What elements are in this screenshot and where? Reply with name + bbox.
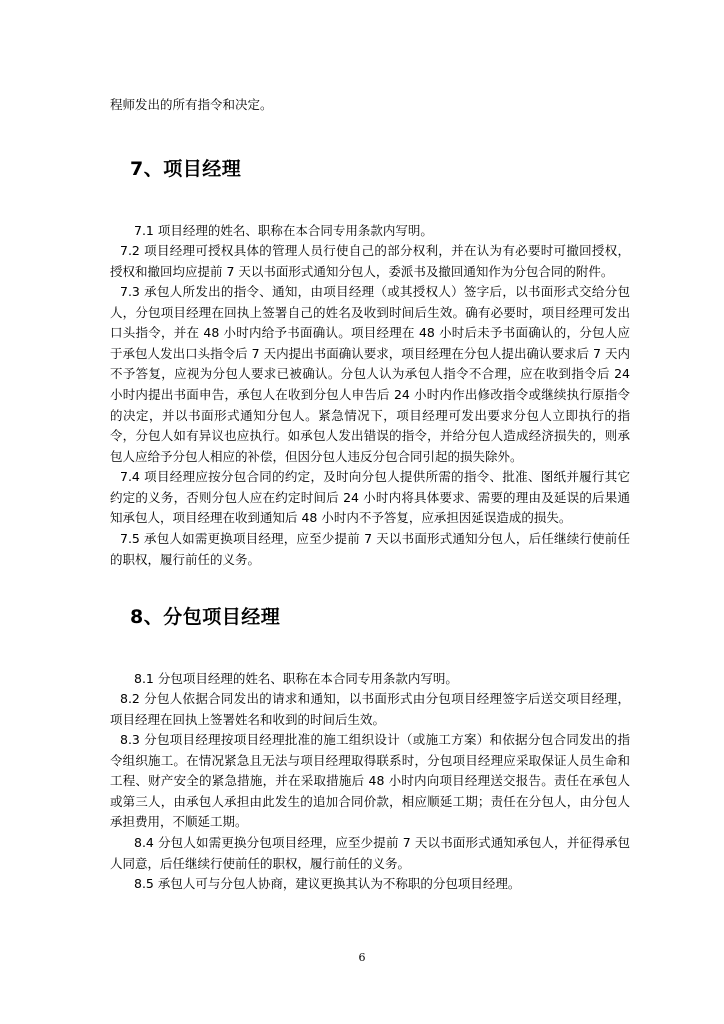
clause-7-1: 7.1 项目经理的姓名、职称在本合同专用条款内写明。 — [134, 223, 433, 238]
clause-8-4: 8.4 分包人如需更换分包项目经理，应至少提前 7 天以书面形式通知承包人，并征得承包人同意，后任继续行使前任的职权，履行前任的义务。 — [110, 835, 630, 871]
clause-8-5: 8.5 承包人可与分包人协商，建议更换其认为不称职的分包项目经理。 — [134, 876, 521, 891]
clause-8-1: 8.1 分包项目经理的姓名、职称在本合同专用条款内写明。 — [134, 671, 458, 686]
section-8-heading: 8、分包项目经理 — [130, 606, 281, 628]
clause-7-2: 7.2 项目经理可授权具体的管理人员行使自己的部分权利，并在认为有必要时可撤回授权，授权和撤回均应提前 7 天以书面形式通知分包人，委派书及撤回通知作为分包合同的附件。 — [110, 243, 630, 279]
clause-8-3: 8.3 分包项目经理按项目经理批准的施工组织设计（或施工方案）和依据分包合同发出的指令组织施工。在情况紧急且无法与项目经理取得联系时，分包项目经理应采取保证人员生命和工程、财产安全的紧急措施，并在采取措施后 48 小时内向项目经理送交报告。责任在承包人或第三人，由承包人承担由此发生的追加合同价款，相应顺延工期；责任在分包人，由分包人承担费用，不顺延工期。 — [110, 732, 630, 830]
clause-7-4: 7.4 项目经理应按分包合同的约定，及时向分包人提供所需的指令、批准、图纸并履行其它约定的义务，否则分包人应在约定时间后 24 小时内将具体要求、需要的理由及延误的后果通知承包人，项目经理在收到通知后 48 小时内不予答复，应承担因延误造成的损失。 — [110, 469, 630, 526]
page-number: 6 — [358, 951, 366, 964]
clause-7-5: 7.5 承包人如需更换项目经理，应至少提前 7 天以书面形式通知分包人，后任继续行使前任的职权，履行前任的义务。 — [110, 531, 630, 567]
clause-7-3: 7.3 承包人所发出的指令、通知，由项目经理（或其授权人）签字后，以书面形式交给分包人，分包项目经理在回执上签署自己的姓名及收到时间后生效。确有必要时，项目经理可发出口头指令，并在 48 小时内给予书面确认。项目经理在 48 小时后未予书面确认的，分包人应于承包人发出口头指令后 7 天内提出书面确认要求，项目经理在分包人提出确认要求后 7 天内不予答复，应视为分包人要求已被确认。分包人认为承包人指令不合理，应在收到指令后 24 小时内提出书面申告，承包人在收到分包人申告后 24 小时内作出修改指令或继续执行原指令的决定，并以书面形式通知分包人。紧急情况下，项目经理可发出要求分包人立即执行的指令，分包人如有异议也应执行。如承包人发出错误的指令，并给分包人造成经济损失的，则承包人应给予分包人相应的补偿，但因分包人违反分包合同引起的损失除外。 — [110, 284, 630, 464]
intro-tail-text: 程师发出的所有指令和决定。 — [110, 97, 273, 112]
clause-8-2: 8.2 分包人依据合同发出的请求和通知，以书面形式由分包项目经理签字后送交项目经理，项目经理在回执上签署姓名和收到的时间后生效。 — [110, 691, 630, 727]
section-7-heading: 7、项目经理 — [130, 158, 242, 180]
